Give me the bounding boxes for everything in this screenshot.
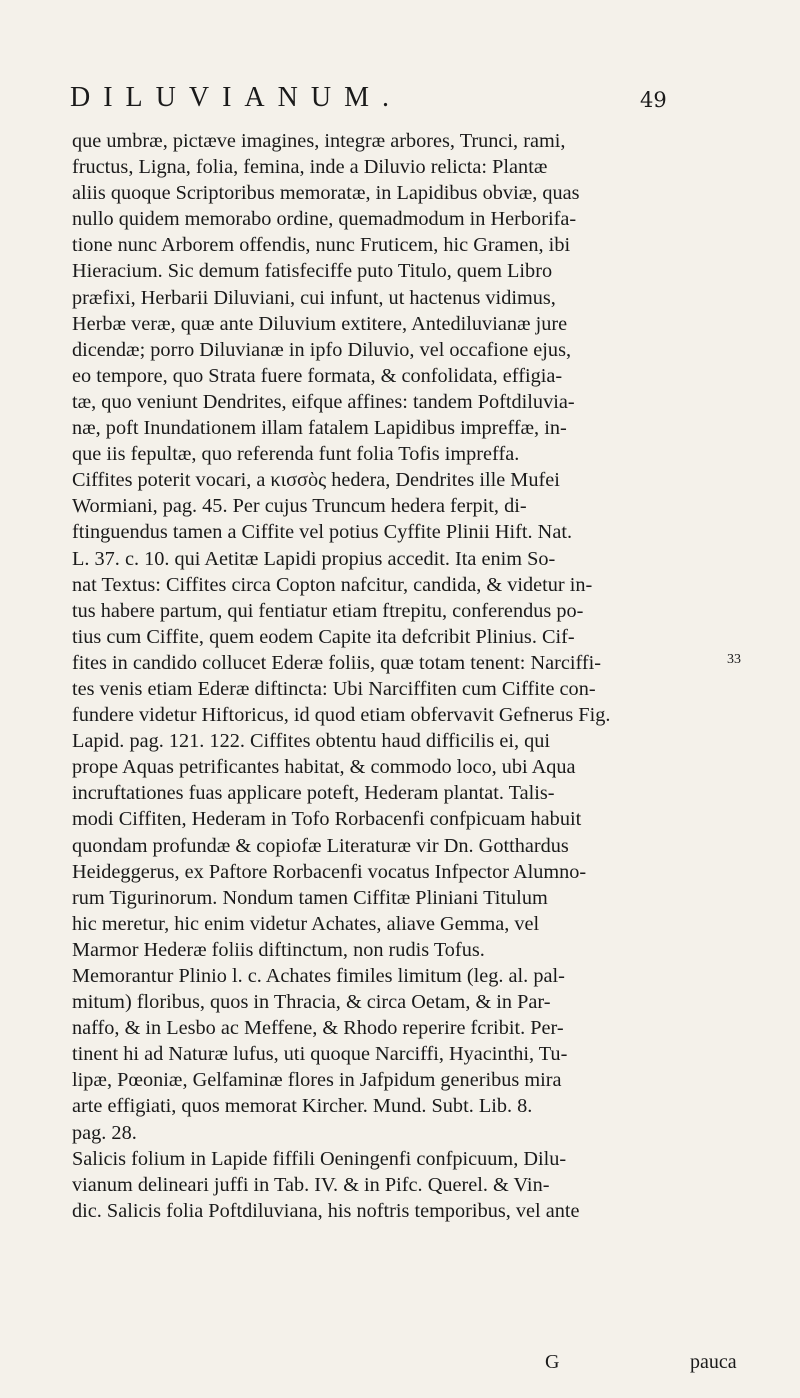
text-line: prope Aquas petrificantes habitat, & commodo loco, ubi Aqua: [72, 756, 576, 779]
running-head: DILUVIANUM.: [70, 82, 402, 113]
text-line: præfixi, Herbarii Diluviani, cui infunt, ut hactenus vidimus,: [72, 286, 556, 309]
text-line: fundere videtur Hiftoricus, id quod etiam obfervavit Gefnerus Fig.: [72, 704, 611, 727]
text-line: Marmor Hederæ foliis diftinctum, non rudis Tofus.: [72, 938, 485, 961]
text-line: que iis fepultæ, quo referenda funt folia Tofis impreffa.: [72, 443, 520, 466]
text-line: Ciffites poterit vocari, a κισσὸς hedera, Dendrites ille Mufei: [72, 469, 560, 492]
text-line: aliis quoque Scriptoribus memoratæ, in Lapidibus obviæ, quas: [72, 182, 580, 205]
text-line: fites in candido collucet Ederæ foliis, quæ totam tenent: Narciffi-: [72, 651, 602, 674]
text-line: ftinguendus tamen a Ciffite vel potius Cyffite Plinii Hift. Nat.: [72, 521, 573, 544]
text-line: eo tempore, quo Strata fuere formata, & confolidata, effigia-: [72, 364, 563, 387]
text-line: tus habere partum, qui fentiatur etiam ftrepitu, conferendus po-: [72, 599, 584, 622]
text-line: L. 37. c. 10. qui Aetitæ Lapidi propius accedit. Ita enim So-: [72, 547, 556, 570]
text-line: dic. Salicis folia Poftdiluviana, his noftris temporibus, vel ante: [72, 1199, 580, 1222]
text-line: Heideggerus, ex Paftore Rorbacenfi vocatus Infpector Alumno-: [72, 860, 587, 883]
page-number: 49: [640, 88, 667, 112]
text-line: tinent hi ad Naturæ lufus, uti quoque Narciffi, Hyacinthi, Tu-: [72, 1043, 568, 1066]
margin-note: 33: [727, 652, 741, 667]
text-line: quondam profundæ & copiofæ Literaturæ vir Dn. Gotthardus: [72, 834, 569, 857]
text-line: arte effigiati, quos memorat Kircher. Mund. Subt. Lib. 8.: [72, 1095, 533, 1118]
text-line: tione nunc Arborem offendis, nunc Fruticem, hic Gramen, ibi: [72, 234, 571, 257]
text-line: Memorantur Plinio l. c. Achates fimiles limitum (leg. al. pal-: [72, 965, 565, 987]
text-line: næ, poft Inundationem illam fatalem Lapidibus impreffæ, in-: [72, 417, 567, 440]
catchword: pauca: [690, 1351, 737, 1373]
text-line: lipæ, Pœoniæ, Gelfaminæ flores in Jafpidum generibus mira: [72, 1069, 562, 1092]
text-line: Wormiani, pag. 45. Per cujus Truncum hedera ferpit, di-: [72, 495, 527, 518]
text-line: fructus, Ligna, folia, femina, inde a Diluvio relicta: Plantæ: [72, 156, 548, 179]
text-line: dicendæ; porro Diluvianæ in ipfo Diluvio, vel occafione ejus,: [72, 338, 572, 361]
text-line: tes venis etiam Ederæ diftincta: Ubi Narciffiten cum Ciffite con-: [72, 677, 596, 700]
signature-mark: G: [545, 1351, 560, 1373]
text-line: mitum) floribus, quos in Thracia, & circa Oetam, & in Par-: [72, 991, 551, 1014]
text-line: incruftationes fuas applicare poteft, Hederam plantat. Talis-: [72, 782, 555, 805]
text-line: Lapid. pag. 121. 122. Ciffites obtentu haud difficilis ei, qui: [72, 730, 551, 753]
page-header: [0, 58, 800, 118]
text-line: vianum delineari juffi in Tab. IV. & in Pifc. Querel. & Vin-: [72, 1173, 550, 1196]
text-line: hic meretur, hic enim videtur Achates, aliave Gemma, vel: [72, 912, 540, 935]
text-line: Hieracium. Sic demum fatisfeciffe puto Titulo, quem Libro: [72, 260, 553, 283]
text-line: modi Ciffiten, Hederam in Tofo Rorbacenfi confpicuam habuit: [72, 808, 582, 831]
text-line: nat Textus: Ciffites circa Copton nafcitur, candida, & videtur in-: [72, 573, 593, 596]
text-line: tius cum Ciffite, quem eodem Capite ita defcribit Plinius. Cif-: [72, 625, 575, 648]
text-line: rum Tigurinorum. Nondum tamen Ciffitæ Pliniani Titulum: [72, 886, 548, 909]
text-line: nullo quidem memorabo ordine, quemadmodum in Herborifa-: [72, 208, 577, 231]
text-line: que umbræ, pictæve imagines, integræ arbores, Trunci, rami,: [72, 130, 566, 152]
text-line: naffo, & in Lesbo ac Meffene, & Rhodo reperire fcribit. Per-: [72, 1017, 564, 1040]
text-line: tæ, quo veniunt Dendrites, eifque affines: tandem Poftdiluvia-: [72, 390, 575, 413]
body-text: [72, 128, 726, 1224]
text-line: pag. 28.: [72, 1121, 137, 1144]
text-line: Salicis folium in Lapide fiffili Oeningenfi confpicuum, Dilu-: [72, 1147, 567, 1170]
text-line: Herbæ veræ, quæ ante Diluvium extitere, Antediluvianæ jure: [72, 312, 568, 335]
